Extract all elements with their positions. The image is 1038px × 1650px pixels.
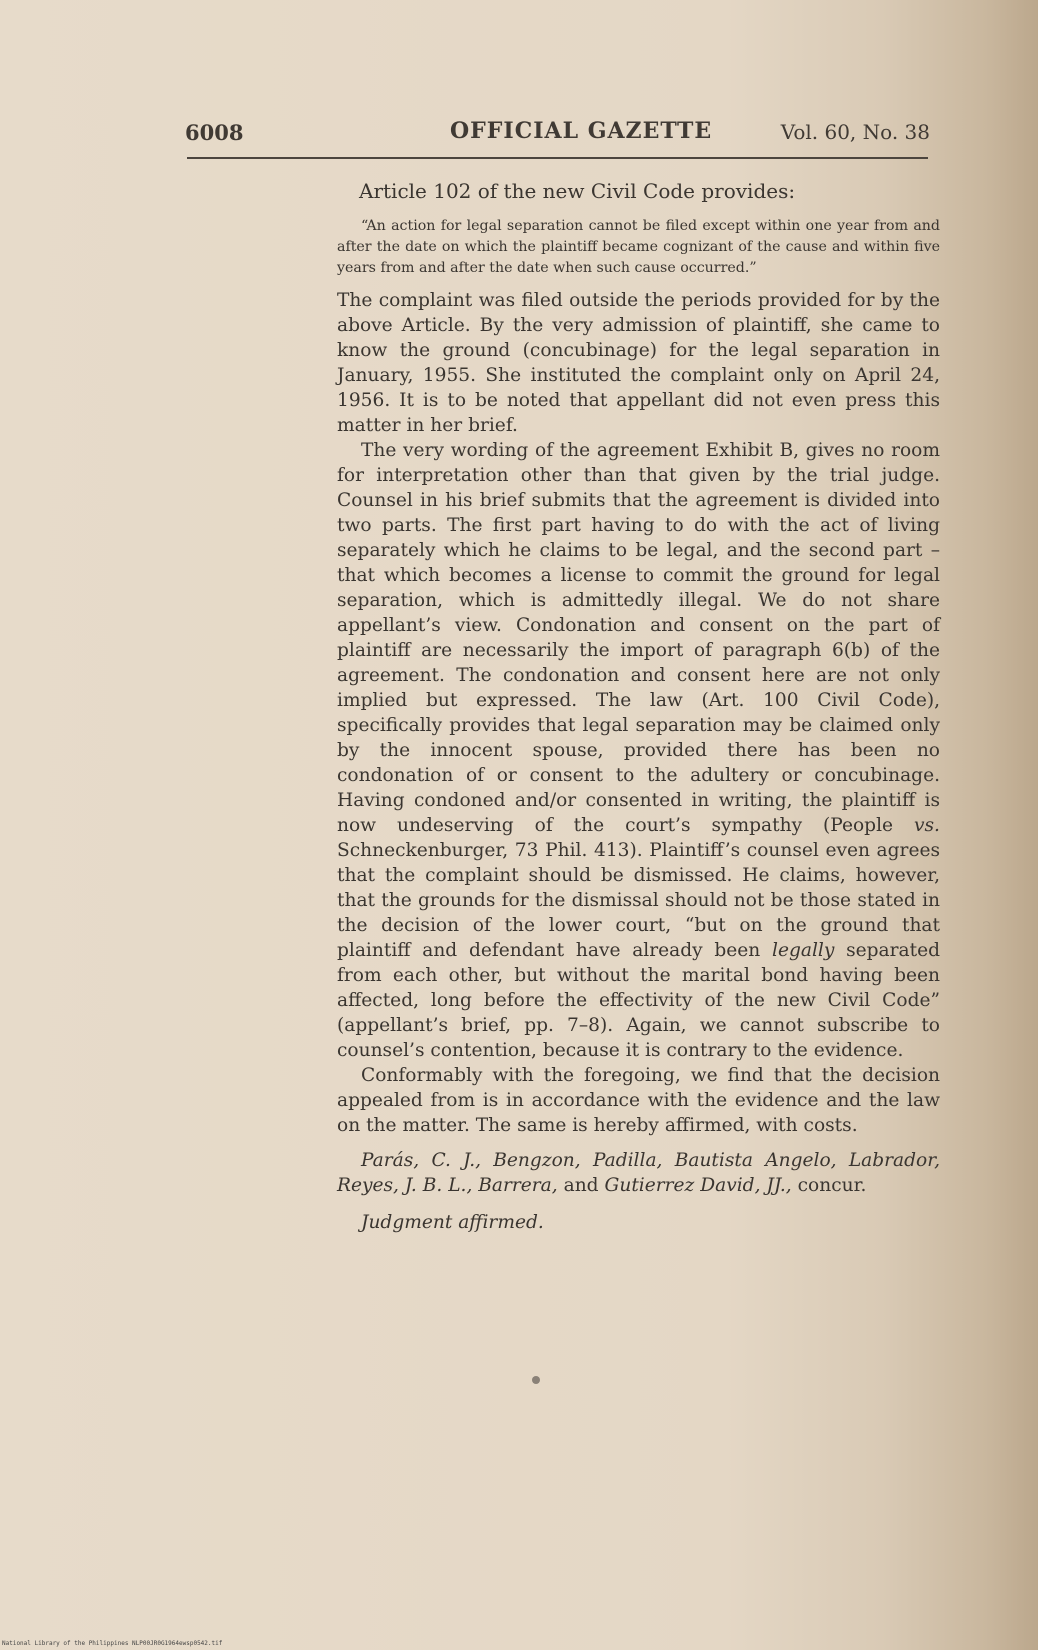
paragraph-2-part-b: Schneckenburger, 73 Phil. 413). Plaintiff’s counsel even agrees that the complaint should be dismissed. He claims, however, that the grounds for the dismissal should not be those stated in the decision of the lower court, “but on the ground that plaintiff and defendant have already been bbox=[337, 840, 940, 961]
paragraph-1: The complaint was filed outside the periods provided for by the above Article. By the very admission of plaintiff, she came to know the ground (concubinage) for the legal separation in January, 1955. She instituted the complaint only on April 24, 1956. It is to be noted that appellant did not even press this matter in her brief. bbox=[337, 290, 940, 436]
block-quote: “An action for legal separation cannot be filed except within one year from and after the date on which the plaintiff became cognizant of the cause and within five years from and after the date when such cause occurred.” bbox=[337, 218, 940, 276]
scan-footer: National Library of the Philippines NLP00JR0G1964ewsp0542.tif bbox=[2, 1640, 223, 1647]
page-header bbox=[185, 116, 930, 152]
opinion-body bbox=[337, 288, 940, 1235]
paragraph-2-part-a: The very wording of the agreement Exhibit B, gives no room for interpretation other than that given by the trial judge. Counsel in his brief submits that the agreement is divided into two parts. The first part having to do with the act of living separately which he claims to be legal, and the second part – that which becomes a license to commit the ground for legal separation, which is admittedly illegal. We do not share appellant’s view. Condonation and consent on the part of plaintiff are necessarily the import of paragraph 6(b) of the agreement. The condonation and consent here are not only implied but expressed. The law (Art. 100 Civil Code), specifically provides that legal separation may be claimed only by the innocent spouse, provided there has been no condonation of or consent to the adultery or concubinage. Having condoned and/or consented in writing, the plaintiff is now undeserving of the court’s sympathy (People bbox=[337, 440, 940, 836]
justices-and: and bbox=[563, 1175, 599, 1196]
volume-number: Vol. 60, No. 38 bbox=[780, 120, 930, 144]
concurring-justices bbox=[337, 1148, 940, 1198]
ornament-dot bbox=[532, 1376, 540, 1384]
article-content bbox=[337, 176, 940, 1235]
justices-names: Parás, C. J., Bengzon, Padilla, Bautista Angelo, Labrador, Reyes, J. B. L., Barrera, bbox=[337, 1150, 940, 1196]
judgment-line: Judgment affirmed. bbox=[361, 1212, 544, 1233]
header-rule bbox=[187, 157, 928, 159]
paragraph-2-part-c: separated from each other, but without the marital bond having been affected, long before the effectivity of the new Civil Code” (appellant’s brief, pp. 7–8). Again, we cannot subscribe to counsel’s contention, because it is contrary to the evidence. bbox=[337, 940, 940, 1061]
publication-title: OFFICIAL GAZETTE bbox=[450, 118, 713, 144]
legally-emphasis: legally bbox=[772, 940, 835, 961]
concur-word: concur. bbox=[797, 1175, 867, 1196]
paragraph-3: Conformably with the foregoing, we find that the decision appealed from is in accordance with the evidence and the law on the matter. The same is hereby affirmed, with costs. bbox=[337, 1065, 940, 1136]
justices-last: Gutierrez David, JJ., bbox=[604, 1175, 792, 1196]
page-number: 6008 bbox=[185, 120, 244, 145]
lead-sentence: Article 102 of the new Civil Code provides: bbox=[359, 179, 796, 203]
paragraph-2 bbox=[337, 438, 940, 1063]
versus-abbrev: vs. bbox=[914, 815, 940, 836]
